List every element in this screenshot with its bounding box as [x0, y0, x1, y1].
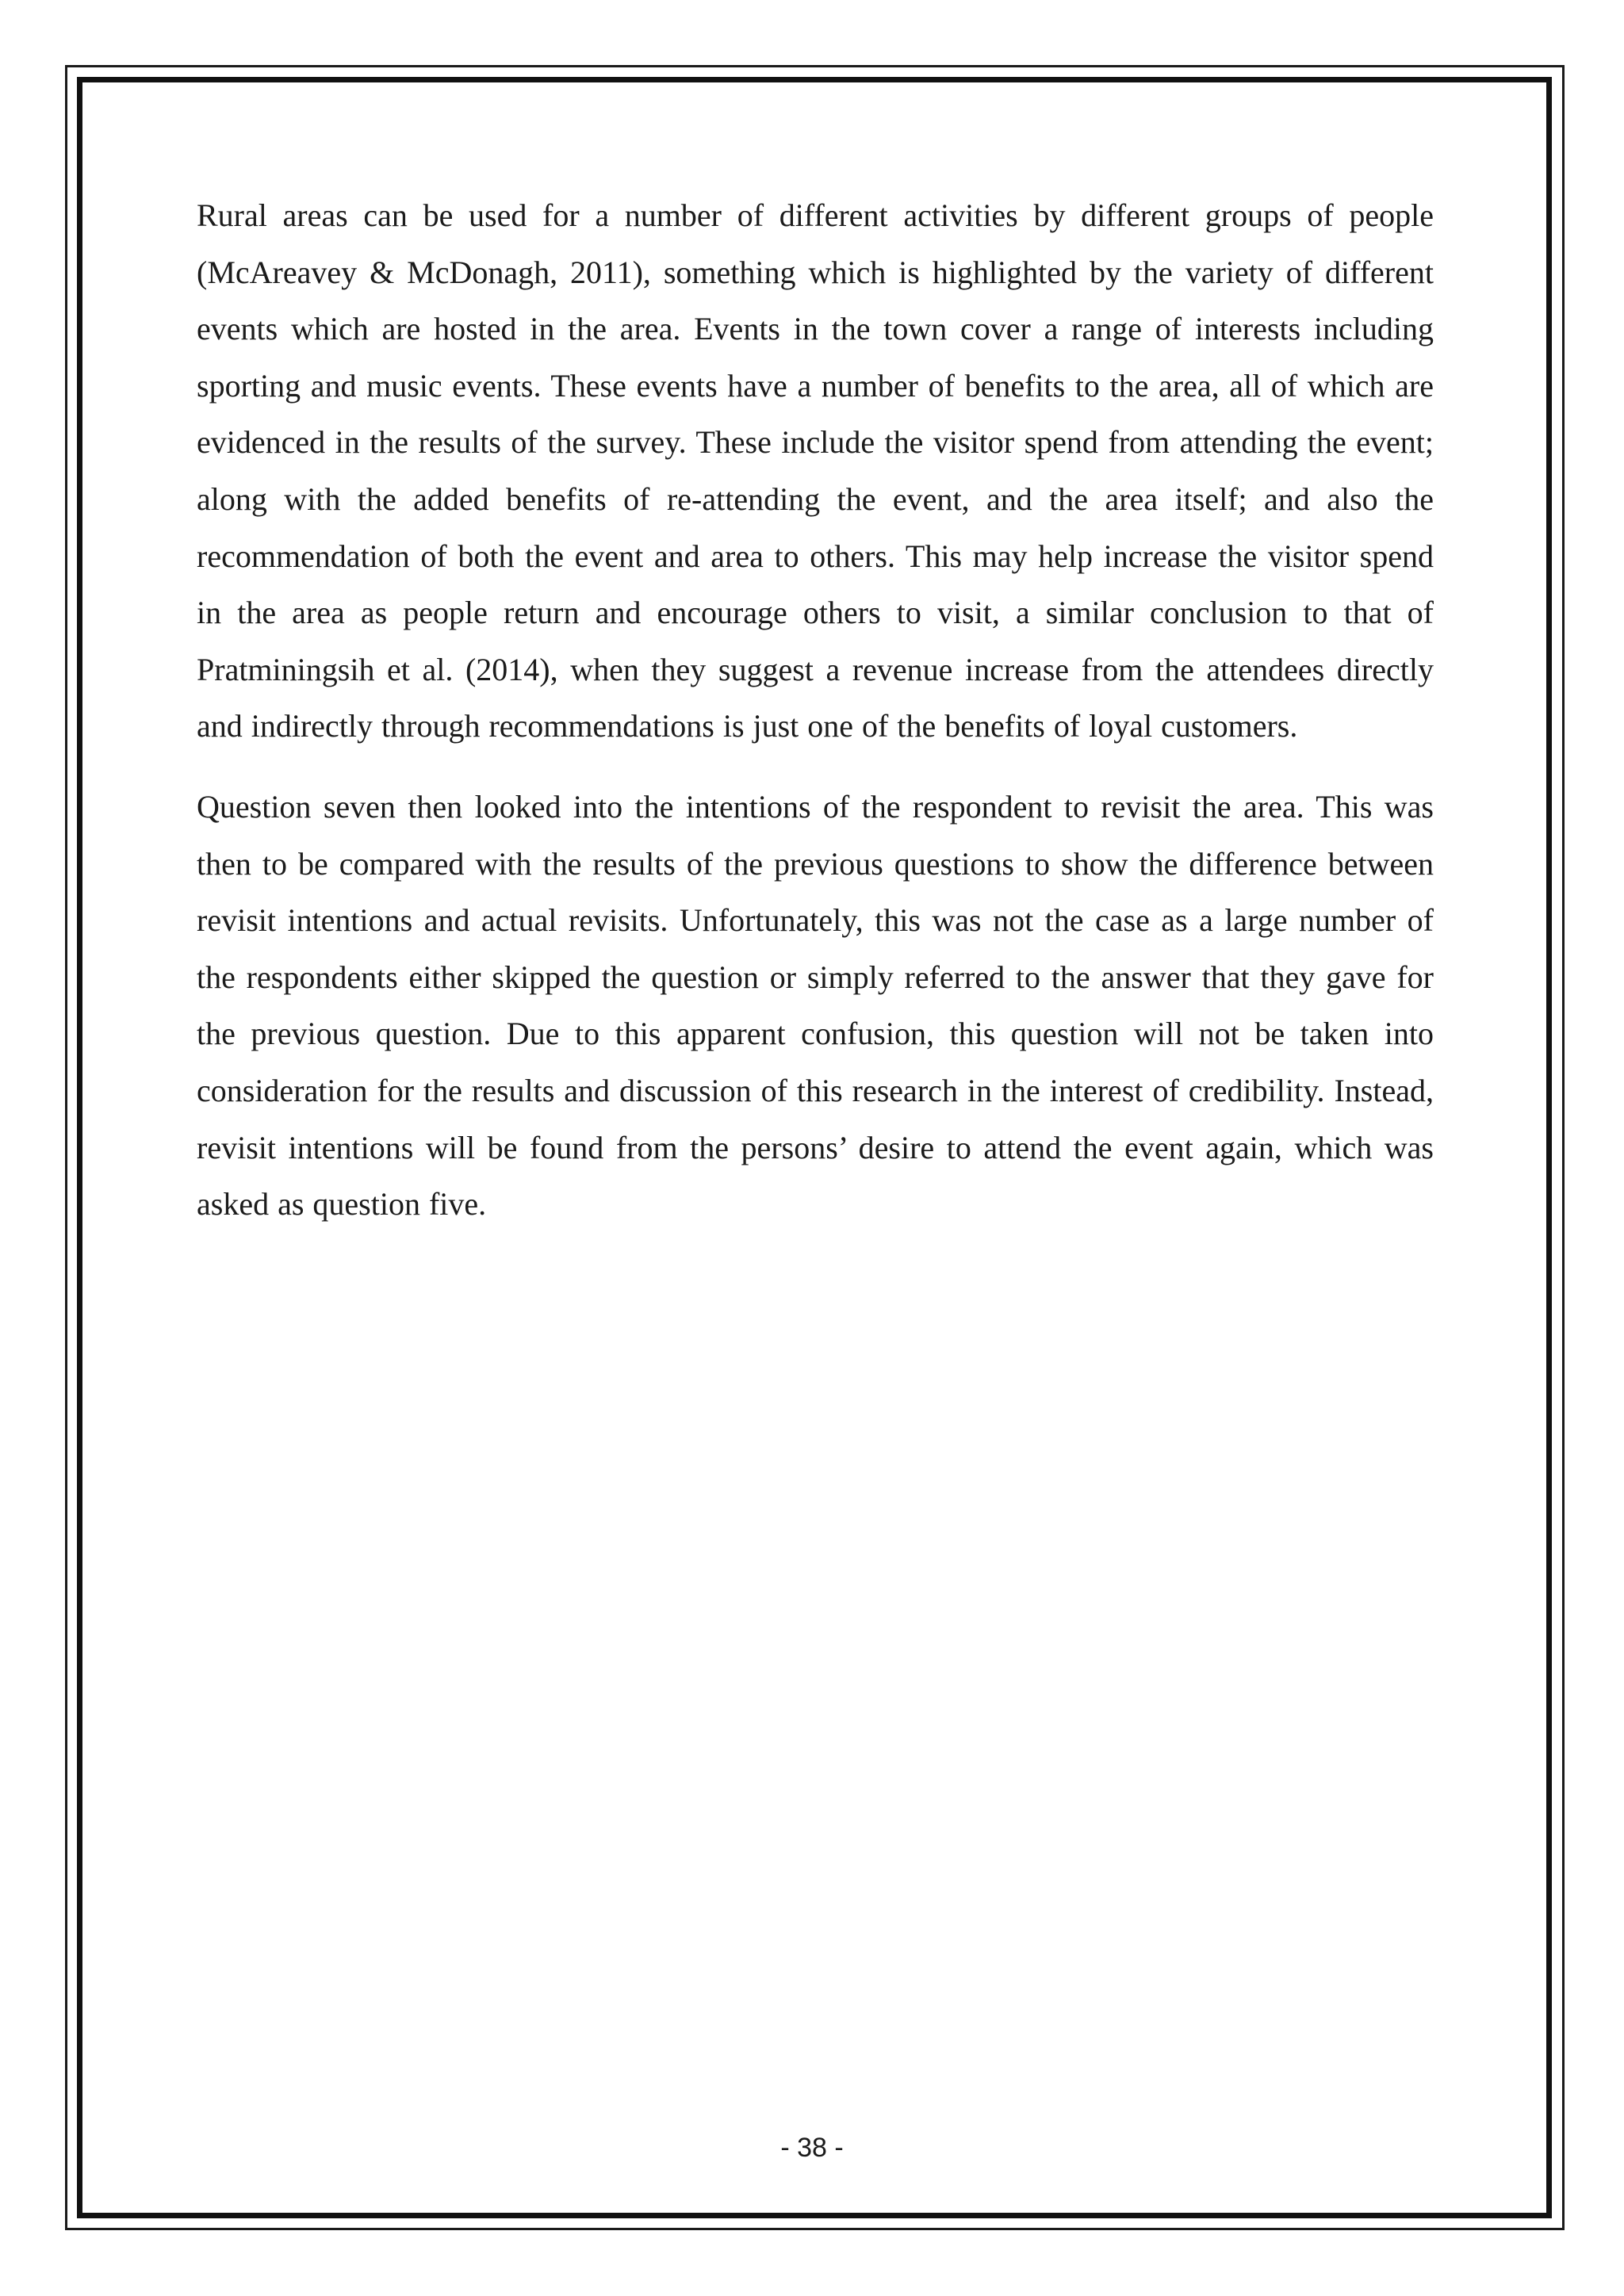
paragraph-2: Question seven then looked into the intentions of the respondent to revisit the area. This was then to be compared with the results of the previous questions to show the difference between revisit intentions and actual revisits. Unfortunately, this was not the case as a large number of the respondents either skipped the question or simply referred to the answer that they gave for the previous question. Due to this apparent confusion, this question will not be taken into consideration for the results and discussion of this research in the interest of credibility. Instead, revisit intentions will be found from the persons’ desire to attend the event again, which was asked as question five. — [197, 788, 1434, 1223]
body-text — [197, 187, 1434, 1257]
paragraph-1: Rural areas can be used for a number of different activities by different groups of people (McAreavey & McDonagh, 2011), something which is highlighted by the variety of different events which are hosted in the area. Events in the town cover a range of interests including sporting and music events. These events have a number of benefits to the area, all of which are evidenced in the results of the survey. These include the visitor spend from attending the event; along with the added benefits of re-attending the event, and the area itself; and also the recommendation of both the event and area to others. This may help increase the visitor spend in the area as people return and encourage others to visit, a similar conclusion to that of Pratminingsih et al. (2014), when they suggest a revenue increase from the attendees directly and indirectly through recommendations is just one of the benefits of loyal customers. — [197, 197, 1434, 744]
page-number: - 38 - — [780, 2133, 844, 2163]
